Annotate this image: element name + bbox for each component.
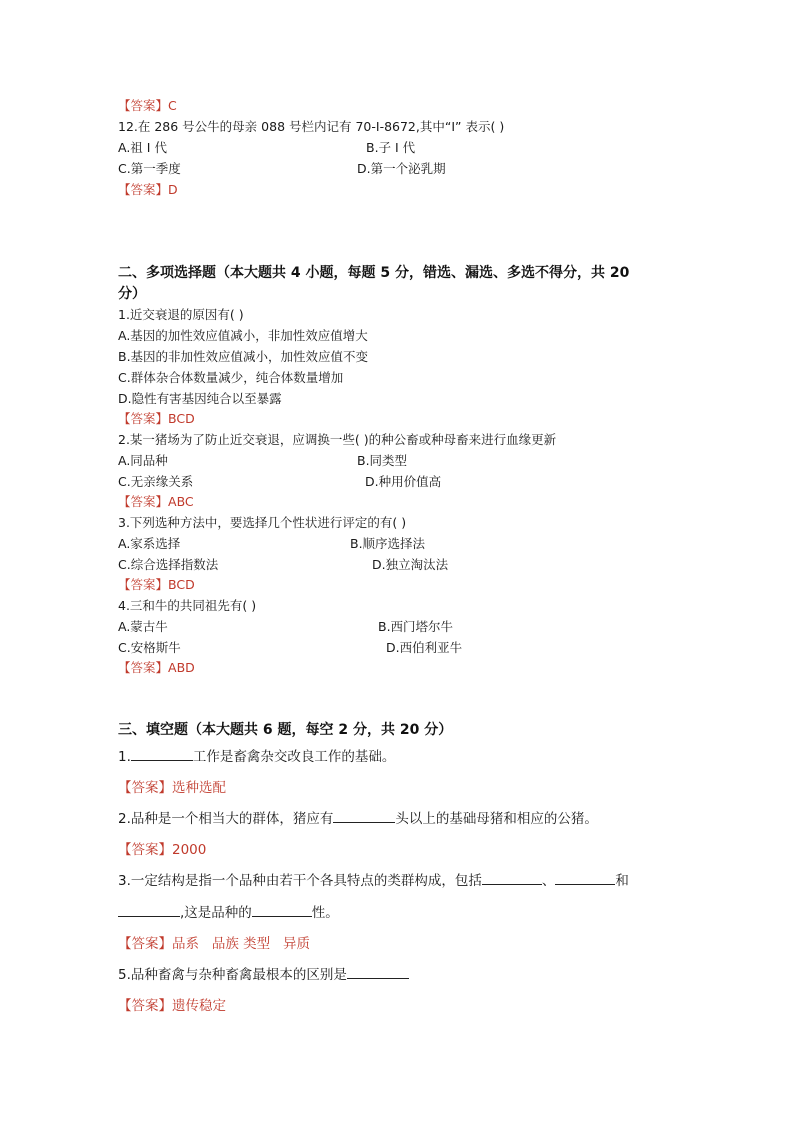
option-a: A.基因的加性效应值减小，非加性效应值增大: [118, 328, 368, 343]
fill-question-continued: [118, 904, 339, 922]
answer-tag: 【答案】: [118, 936, 172, 952]
answer-tag: 【答案】: [118, 660, 169, 675]
question-stem: 4.三和牛的共同祖先有( ): [118, 598, 257, 613]
answer-value: 品系 品族 类型 异质: [172, 936, 311, 952]
option-a: A.同品种: [118, 453, 168, 468]
option-d: D.第一个泌乳期: [357, 161, 446, 176]
answer-value: D: [168, 182, 178, 197]
answer-tag: 【答案】: [118, 98, 169, 113]
fill-question: [118, 872, 629, 890]
question-stem: 2.某一猪场为了防止近交衰退，应调换一些( )的种公畜或种母畜来进行血缘更新: [118, 432, 557, 447]
option-b: B.同类型: [357, 453, 408, 468]
option-d: D.隐性有害基因纯合以至暴露: [118, 391, 282, 406]
question-number: 1.: [118, 749, 131, 765]
answer-blank[interactable]: [118, 904, 180, 917]
answer-blank[interactable]: [131, 748, 193, 761]
option-c: C.第一季度: [118, 161, 181, 176]
separator: 、: [541, 873, 556, 889]
question-text-after: 性。: [311, 905, 339, 921]
question-text: ,这是品种的: [180, 905, 252, 921]
option-a: A.家系选择: [118, 536, 181, 551]
answer-line: [118, 779, 226, 797]
fill-question: [118, 966, 409, 984]
answer-blank[interactable]: [482, 872, 542, 885]
option-d: D.西伯利亚牛: [386, 640, 463, 655]
answer-line: [118, 410, 195, 428]
answer-value: ABD: [168, 660, 195, 675]
answer-tag: 【答案】: [118, 577, 169, 592]
answer-value: BCD: [168, 411, 195, 426]
option-a: A.蒙古牛: [118, 619, 168, 634]
answer-line: [118, 841, 206, 859]
answer-tag: 【答案】: [118, 998, 172, 1014]
section-title-continued: 分）: [118, 286, 146, 302]
answer-line: [118, 935, 310, 953]
answer-blank[interactable]: [252, 904, 312, 917]
answer-tag: 【答案】: [118, 182, 169, 197]
answer-line: [118, 997, 226, 1015]
answer-blank[interactable]: [333, 810, 395, 823]
option-b: B.顺序选择法: [350, 536, 426, 551]
question-text: 2.品种是一个相当大的群体，猪应有: [118, 811, 334, 827]
answer-blank[interactable]: [347, 966, 409, 979]
option-d: D.独立淘汰法: [372, 557, 449, 572]
question-stem: 12.在 286 号公牛的母亲 088 号栏内记有 70-I-8672,其中“I” 表示( ): [118, 119, 505, 134]
option-c: C.综合选择指数法: [118, 557, 219, 572]
option-c: C.安格斯牛: [118, 640, 181, 655]
option-c: C.无亲缘关系: [118, 474, 194, 489]
option-d: D.种用价值高: [365, 474, 442, 489]
answer-tag: 【答案】: [118, 780, 172, 796]
option-b: B.西门塔尔牛: [378, 619, 454, 634]
answer-line: [118, 493, 194, 511]
option-a: A.祖 I 代: [118, 140, 167, 155]
answer-line: [118, 181, 178, 199]
question-text-after: 头以上的基础母猪和相应的公猪。: [395, 811, 598, 827]
answer-line: [118, 659, 195, 677]
answer-tag: 【答案】: [118, 411, 169, 426]
question-text: 工作是畜禽杂交改良工作的基础。: [192, 749, 396, 765]
answer-value: ABC: [168, 494, 194, 509]
answer-value: 2000: [172, 842, 207, 858]
fill-question: [118, 810, 598, 828]
question-stem: 3.下列选种方法中，要选择几个性状进行评定的有( ): [118, 515, 407, 530]
option-c: C.群体杂合体数量减少，纯合体数量增加: [118, 370, 344, 385]
answer-value: BCD: [168, 577, 195, 592]
answer-tag: 【答案】: [118, 842, 172, 858]
option-b: B.子 I 代: [366, 140, 416, 155]
answer-tag: 【答案】: [118, 494, 169, 509]
answer-value: 选种选配: [172, 780, 226, 796]
question-text: 3.一定结构是指一个品种由若干个各具特点的类群构成，包括: [118, 873, 482, 889]
answer-blank[interactable]: [555, 872, 615, 885]
answer-line: [118, 576, 195, 594]
option-b: B.基因的非加性效应值减小，加性效应值不变: [118, 349, 369, 364]
question-stem: 1.近交衰退的原因有( ): [118, 307, 244, 322]
answer-value: C: [168, 98, 177, 113]
answer-value: 遗传稳定: [172, 998, 226, 1014]
section-title: 三、填空题（本大题共 6 题，每空 2 分，共 20 分）: [118, 722, 453, 738]
answer-line: [118, 97, 177, 115]
fill-question: [118, 748, 395, 766]
question-text: 5.品种畜禽与杂种畜禽最根本的区别是: [118, 967, 347, 983]
separator: 和: [615, 873, 629, 889]
section-title: 二、多项选择题（本大题共 4 小题，每题 5 分，错选、漏选、多选不得分，共 20: [118, 265, 630, 281]
